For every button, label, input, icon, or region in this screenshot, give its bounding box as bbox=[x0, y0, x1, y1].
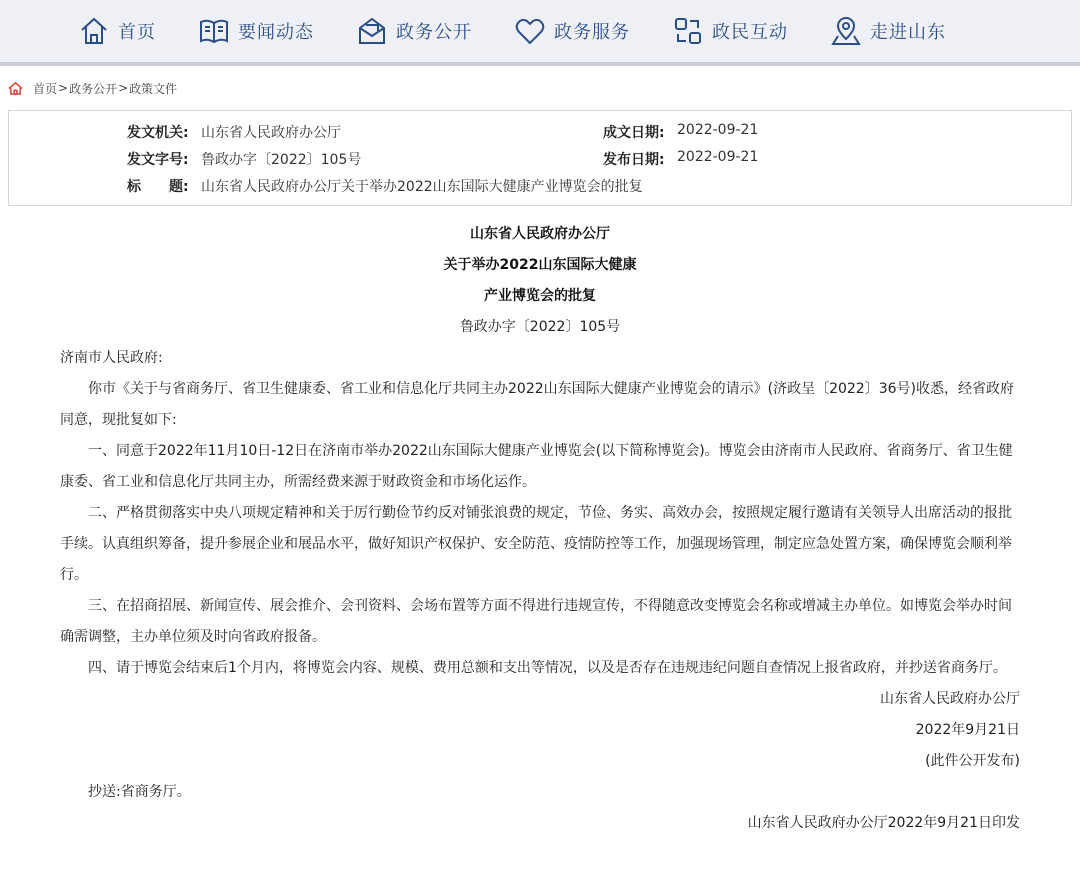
meta-issuer-value: 山东省人民政府办公厅 bbox=[201, 125, 341, 141]
doc-paragraph: 四、请于博览会结束后1个月内，将博览会内容、规模、费用总额和支出等情况，以及是否存在违规违纪问题自查情况上报省政府，并抄送省商务厅。 bbox=[88, 660, 1007, 676]
nav-item-gov-affairs[interactable] bbox=[356, 15, 472, 47]
breadcrumb-home[interactable]: 首页 bbox=[33, 81, 58, 96]
mail-icon bbox=[356, 15, 388, 47]
doc-signature: 山东省人民政府办公厅 bbox=[880, 691, 1020, 707]
meta-title-row bbox=[127, 176, 643, 196]
doc-cc: 抄送:省商务厅。 bbox=[88, 784, 191, 800]
doc-publish-note: (此件公开发布) bbox=[925, 753, 1020, 769]
nav-item-interaction[interactable] bbox=[672, 15, 788, 47]
meta-issuer-row bbox=[127, 122, 341, 142]
nav-label: 政务服务 bbox=[554, 22, 630, 43]
meta-published-label: 发布日期: bbox=[603, 152, 665, 168]
home-icon bbox=[8, 81, 23, 96]
meta-issuer-label: 发文机关: bbox=[127, 125, 189, 141]
doc-title-line3: 产业博览会的批复 bbox=[484, 288, 596, 304]
meta-title-value: 山东省人民政府办公厅关于举办2022山东国际大健康产业博览会的批复 bbox=[201, 179, 643, 195]
document-body bbox=[0, 206, 1080, 839]
map-pin-icon bbox=[830, 15, 862, 47]
doc-paragraph: 一、同意于2022年11月10日-12日在济南市举办2022山东国际大健康产业博览会(以下简称博览会)。博览会由济南市人民政府、省商务厅、省卫生健康委、省工业和信息化厅共同主办，所需经费来源于财政资金和市场化运作。 bbox=[60, 443, 1013, 490]
doc-date: 2022年9月21日 bbox=[915, 722, 1020, 738]
nav-label: 首页 bbox=[118, 22, 156, 43]
nav-label: 政务公开 bbox=[396, 22, 472, 43]
nav-label: 政民互动 bbox=[712, 22, 788, 43]
doc-paragraph: 三、在招商招展、新闻宣传、展会推介、会刊资料、会场布置等方面不得进行违规宣传，不得随意改变博览会名称或增减主办单位。如博览会举办时间确需调整，主办单位须及时向省政府报备。 bbox=[60, 598, 1012, 645]
breadcrumb-gov-affairs[interactable]: 政务公开 bbox=[69, 81, 118, 96]
nav-label: 要闻动态 bbox=[238, 22, 314, 43]
heart-icon bbox=[514, 15, 546, 47]
meta-published-value: 2022-09-21 bbox=[677, 149, 759, 165]
doc-text bbox=[60, 343, 1020, 839]
breadcrumb bbox=[0, 66, 1080, 110]
top-navigation bbox=[0, 0, 1080, 66]
meta-written-value: 2022-09-21 bbox=[677, 122, 759, 138]
doc-title-line1: 山东省人民政府办公厅 bbox=[470, 226, 610, 242]
meta-published-row bbox=[603, 149, 758, 169]
meta-written-row bbox=[603, 122, 758, 142]
doc-paragraph: 二、严格贯彻落实中央八项规定精神和关于厉行勤俭节约反对铺张浪费的规定，节俭、务实、高效办会，按照规定履行邀请有关领导人出席活动的报批手续。认真组织筹备，提升参展企业和展品水平，做好知识产权保护、安全防范、疫情防控等工作，加强现场管理，制定应急处置方案，确保博览会顺利举行。 bbox=[60, 505, 1012, 583]
meta-title-label: 标 题: bbox=[127, 179, 189, 195]
breadcrumb-separator: > bbox=[118, 81, 129, 95]
home-icon bbox=[78, 15, 110, 47]
doc-paragraph: 你市《关于与省商务厅、省卫生健康委、省工业和信息化厅共同主办2022山东国际大健康产业博览会的请示》(济政呈〔2022〕36号)收悉，经省政府同意，现批复如下: bbox=[60, 381, 1014, 428]
meta-docno-row bbox=[127, 149, 361, 169]
doc-footer: 山东省人民政府办公厅2022年9月21日印发 bbox=[747, 815, 1020, 831]
nav-item-gov-services[interactable] bbox=[514, 15, 630, 47]
meta-written-label: 成文日期: bbox=[603, 125, 665, 141]
meta-docno-label: 发文字号: bbox=[127, 152, 189, 168]
nav-item-home[interactable] bbox=[78, 15, 156, 47]
doc-number: 鲁政办字〔2022〕105号 bbox=[459, 319, 621, 335]
document-meta-box bbox=[8, 110, 1072, 206]
doc-addressee: 济南市人民政府: bbox=[60, 350, 163, 366]
breadcrumb-separator: > bbox=[58, 81, 69, 95]
nav-item-news[interactable] bbox=[198, 15, 314, 47]
nav-label: 走进山东 bbox=[870, 22, 946, 43]
book-icon bbox=[198, 15, 230, 47]
meta-docno-value: 鲁政办字〔2022〕105号 bbox=[201, 152, 362, 168]
breadcrumb-policy-docs[interactable]: 政策文件 bbox=[129, 81, 178, 96]
doc-title-line2: 关于举办2022山东国际大健康 bbox=[443, 257, 637, 273]
nav-item-shandong[interactable] bbox=[830, 15, 946, 47]
interaction-icon bbox=[672, 15, 704, 47]
